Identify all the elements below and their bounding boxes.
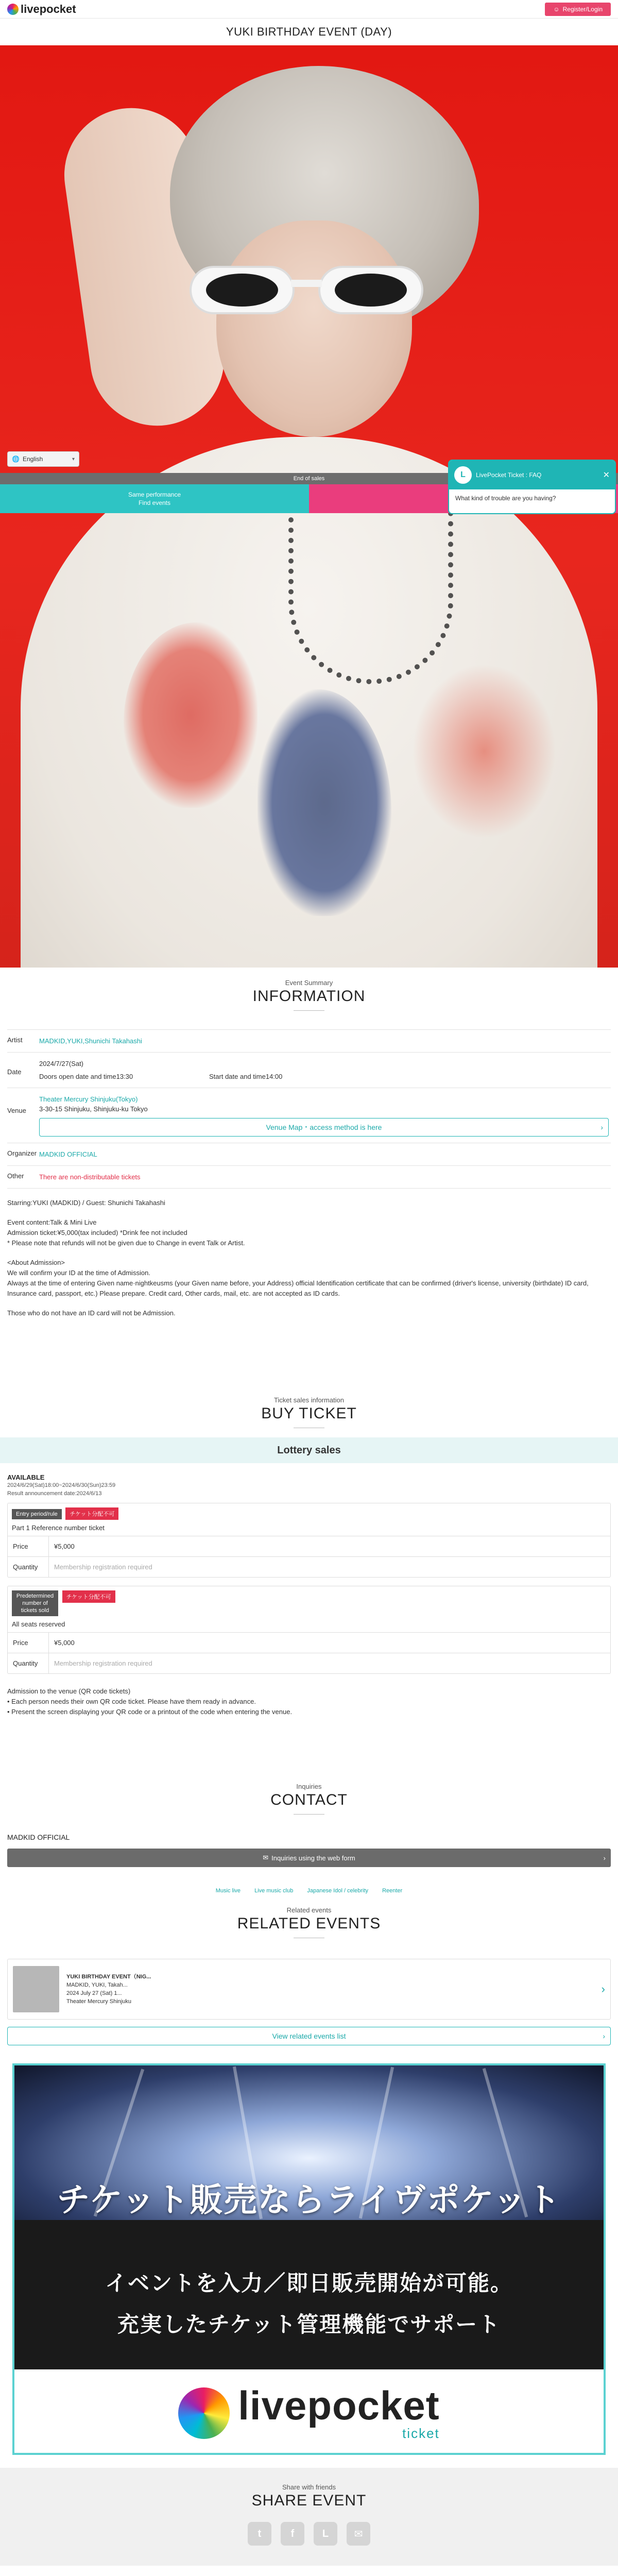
faq-chat-widget[interactable] — [448, 460, 616, 514]
related-events-section — [0, 1906, 618, 2045]
ticket-name: Part 1 Reference number ticket — [12, 1524, 105, 1532]
lottery-sales-tab[interactable]: Lottery sales — [0, 1437, 618, 1463]
tag-link[interactable]: Music live — [215, 1888, 241, 1894]
share-title: SHARE EVENT — [251, 2492, 367, 2509]
same-performance-button[interactable] — [0, 484, 309, 513]
related-event-text — [66, 1973, 151, 2006]
buy-subtitle: Ticket sales information — [273, 1396, 345, 1404]
chat-avatar: L — [454, 466, 472, 484]
result-date: Result announcement date:2024/6/13 — [7, 1490, 102, 1497]
info-table — [7, 1029, 611, 1189]
event-description — [7, 1198, 611, 1318]
chevron-right-icon: › — [600, 1123, 603, 1131]
category-tag-links — [0, 1888, 618, 1894]
line-icon[interactable]: L — [314, 2522, 337, 2546]
sale-period: 2024/6/29(Sat)18:00~2024/6/30(Sun)23:59 — [7, 1482, 116, 1488]
price-label: Price — [8, 1536, 49, 1556]
buy-heading — [0, 1396, 618, 1428]
user-icon: ☺ — [553, 5, 560, 13]
artist-label: Artist — [7, 1036, 23, 1044]
admission-note-line: • Each person needs their own QR code ticket. Please have them ready in advance. — [7, 1698, 256, 1705]
share-heading — [0, 2468, 618, 2510]
chat-title: LivePocket Ticket : FAQ — [476, 471, 542, 479]
information-title: INFORMATION — [252, 988, 366, 1005]
banner-title: チケット販売ならライヴポケット — [57, 2181, 561, 2218]
sale-status-bar: End of sales — [0, 473, 618, 484]
date-value: 2024/7/27(Sat) — [39, 1060, 84, 1067]
heading-divider — [294, 1010, 324, 1011]
buy-title: BUY TICKET — [261, 1405, 357, 1422]
view-related-label: View related events list — [272, 2032, 346, 2040]
quantity-placeholder[interactable]: Membership registration required — [54, 1659, 152, 1667]
quantity-label: Quantity — [8, 1557, 49, 1577]
event-title: YUKI BIRTHDAY EVENT (DAY) — [226, 25, 392, 38]
desc-starring: Starring:YUKI (MADKID) / Guest: Shunichi Takahashi — [7, 1199, 165, 1207]
venue-map-label: Venue Map・access method is here — [266, 1123, 382, 1131]
ticket-tag-non-distributable: チケット分配不可 — [65, 1507, 118, 1520]
related-event-thumbnail — [13, 1966, 59, 2012]
chat-prompt[interactable]: What kind of trouble are you having? — [455, 495, 556, 502]
related-event-card[interactable] — [7, 1959, 611, 2020]
chevron-right-icon: › — [603, 1854, 606, 1862]
hero-necklace — [288, 488, 453, 684]
mail-icon[interactable]: ✉ — [347, 2522, 370, 2546]
info-row-other — [7, 1166, 611, 1189]
contact-heading — [0, 1783, 618, 1815]
admission-note-line: • Present the screen displaying your QR code or a printout of the code when entering the venue. — [7, 1708, 293, 1716]
venue-label: Venue — [7, 1107, 26, 1114]
info-row-artist — [7, 1030, 611, 1053]
globe-icon: 🌐 — [12, 455, 20, 463]
chat-header — [449, 461, 615, 489]
ticket-card-header — [8, 1586, 610, 1632]
ticket-card — [7, 1586, 611, 1674]
organizer-label: Organizer — [7, 1149, 37, 1157]
info-row-venue — [7, 1088, 611, 1143]
ticket-tag: Predetermined number of tickets sold — [12, 1590, 58, 1616]
other-value: There are non-distributable tickets — [39, 1173, 141, 1181]
price-label: Price — [8, 1633, 49, 1653]
mail-icon: ✉ — [263, 1854, 269, 1861]
tag-link[interactable]: Live music club — [254, 1888, 294, 1894]
logo-text: livepocket — [21, 2, 76, 15]
doors-open-value: Doors open date and time13:30 — [39, 1073, 133, 1080]
tag-link[interactable]: Japanese Idol / celebrity — [307, 1888, 369, 1894]
tag-link[interactable]: Reenter — [382, 1888, 403, 1894]
login-label: Register/Login — [562, 5, 603, 13]
ticket-tag-non-distributable: チケット分配不可 — [62, 1590, 115, 1603]
quantity-placeholder[interactable]: Membership registration required — [54, 1563, 152, 1571]
related-event-artists: MADKID, YUKI, Takah... — [66, 1982, 128, 1988]
ticket-quantity-row — [8, 1556, 610, 1577]
hero-paint-red-2 — [412, 664, 556, 839]
information-section — [0, 979, 618, 1328]
heading-divider — [294, 1814, 324, 1815]
information-subtitle: Event Summary — [285, 979, 333, 987]
related-event-title: YUKI BIRTHDAY EVENT（NIG... — [66, 1974, 151, 1980]
venue-link[interactable]: Theater Mercury Shinjuku(Tokyo) — [39, 1095, 138, 1103]
desc-id-note: Those who do not have an ID card will not be Admission. — [7, 1309, 176, 1317]
other-label: Other — [7, 1172, 24, 1180]
contact-title: CONTACT — [270, 1791, 348, 1808]
ticket-quantity-row — [8, 1653, 610, 1673]
venue-map-button[interactable] — [39, 1118, 609, 1137]
chevron-right-icon: › — [603, 2032, 605, 2040]
top-header — [0, 0, 618, 19]
ticket-name: All seats reserved — [12, 1620, 65, 1628]
related-heading — [0, 1906, 618, 1938]
livepocket-ad-banner[interactable] — [12, 2063, 606, 2455]
info-row-date — [7, 1053, 611, 1088]
price-value: ¥5,000 — [54, 1639, 75, 1647]
banner-line-1: イベントを入力／即日販売開始が可能。 — [105, 2271, 513, 2295]
buy-ticket-section — [0, 1396, 618, 1717]
availability-status: AVAILABLE — [7, 1473, 45, 1481]
chevron-down-icon: ▾ — [72, 456, 75, 462]
admission-note-title: Admission to the venue (QR code tickets) — [7, 1687, 131, 1695]
language-select[interactable] — [7, 451, 79, 467]
banner-logo-word: livepocket — [238, 2382, 440, 2428]
banner-logo — [14, 2375, 604, 2452]
start-time-value: Start date and time14:00 — [209, 1073, 283, 1080]
desc-content: Event content:Talk & Mini Live Admission ticket:¥5,000(tax included) *Drink fee not included * Please note that refunds will not be given due to Change in event Talk or Artist. — [7, 1218, 245, 1247]
banner-line-2: 充実したチケット管理機能でサポート — [117, 2312, 501, 2336]
ticket-card — [7, 1503, 611, 1578]
contact-subtitle: Inquiries — [296, 1783, 322, 1790]
share-subtitle: Share with friends — [282, 2483, 336, 2491]
livepocket-logo-icon — [7, 4, 19, 15]
language-selected: English — [22, 455, 43, 463]
same-performance-label: Same performance — [128, 491, 181, 498]
hero-sunglasses — [185, 257, 427, 318]
share-section — [0, 2468, 618, 2566]
register-login-button[interactable] — [545, 3, 611, 16]
venue-address: 3-30-15 Shinjuku, Shinjuku-ku Tokyo — [39, 1105, 148, 1113]
price-value: ¥5,000 — [54, 1543, 75, 1550]
contact-section — [0, 1783, 618, 1894]
desc-admission: <About Admission> We will confirm your ID at the time of Admission. Always at the time of entering Given name·nightkeusms (your Given name before, your Address) official Identification certificate that can be confirmed (driver's license, university (birthdate) ID card, Insurance card, passport, etc.) Please prepare. Credit card, Other cards, mail, etc. are not accepted as ID cards. — [7, 1259, 589, 1297]
find-events-label: Find events — [138, 499, 171, 506]
related-event-venue: Theater Mercury Shinjuku — [66, 1998, 131, 2005]
related-subtitle: Related events — [286, 1906, 332, 1914]
view-related-events-button[interactable] — [7, 2027, 611, 2045]
ticket-card-header — [8, 1503, 610, 1536]
livepocket-logo-icon — [178, 2387, 230, 2439]
information-heading — [0, 979, 618, 1011]
ticket-list — [0, 1463, 618, 1674]
related-event-date: 2024 July 27 (Sat) 1... — [66, 1990, 122, 1996]
artist-link[interactable]: MADKID,YUKI,Shunichi Takahashi — [39, 1037, 142, 1045]
share-icons — [0, 2522, 618, 2546]
info-row-organizer — [7, 1143, 611, 1166]
hero-face — [216, 221, 412, 437]
organizer-link[interactable]: MADKID OFFICIAL — [39, 1150, 97, 1158]
web-form-inquiry-button[interactable] — [7, 1849, 611, 1867]
facebook-icon[interactable]: f — [281, 2522, 304, 2546]
date-label: Date — [7, 1068, 22, 1076]
banner-logo-sub: ticket — [402, 2425, 440, 2441]
related-title: RELATED EVENTS — [237, 1915, 381, 1932]
twitter-icon[interactable]: t — [248, 2522, 271, 2546]
ticket-tag: Entry period/rule — [12, 1509, 62, 1519]
close-icon[interactable]: ✕ — [603, 471, 610, 480]
quantity-label: Quantity — [8, 1653, 49, 1673]
site-logo[interactable] — [7, 3, 76, 16]
inquiry-button-label: Inquiries using the web form — [271, 1854, 355, 1862]
ticket-price-row — [8, 1536, 610, 1556]
ticket-price-row — [8, 1632, 610, 1653]
contact-organizer: MADKID OFFICIAL — [7, 1833, 70, 1841]
chevron-right-icon: › — [601, 1982, 605, 1995]
admission-note — [7, 1686, 611, 1717]
